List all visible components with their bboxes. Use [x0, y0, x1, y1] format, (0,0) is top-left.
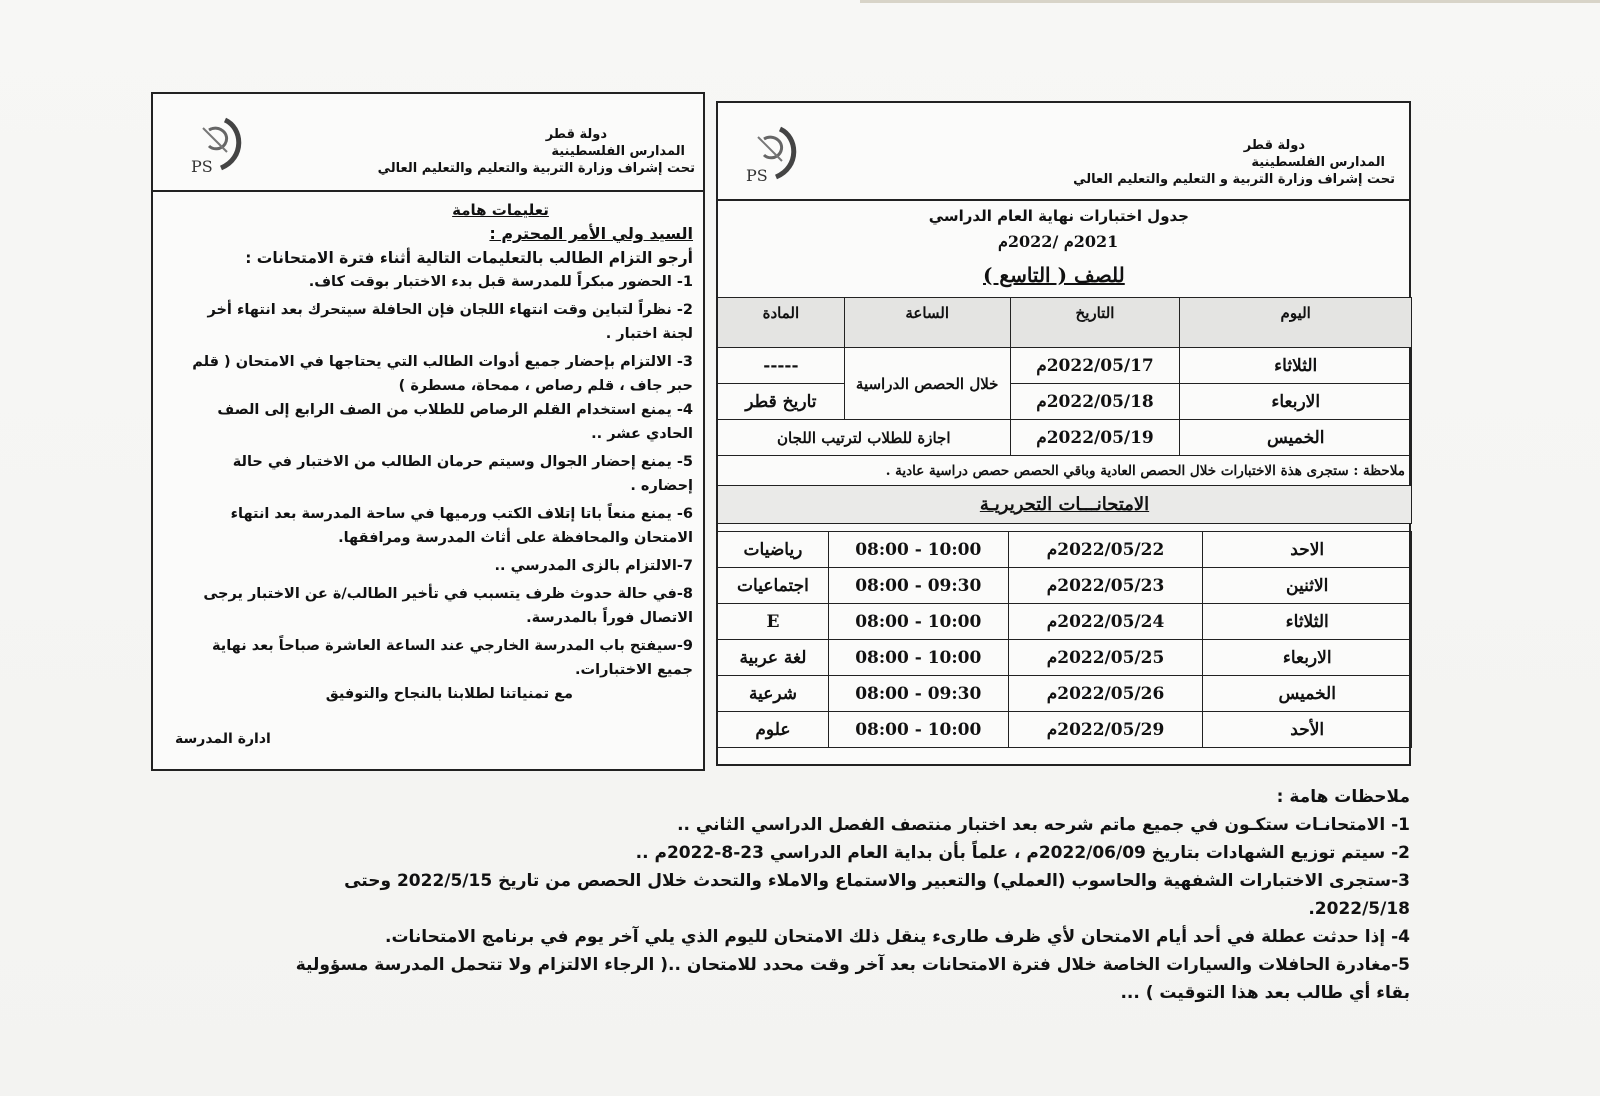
subject-cell: -----	[718, 348, 845, 384]
table-header-row	[718, 298, 1412, 348]
subject-cell: تاريخ قطر	[718, 384, 845, 420]
supervision-text: تحت إشراف وزارة التربية و التعليم والتعليم العالي	[1073, 172, 1395, 187]
instruction-item: 5- يمنع إحضار الجوال وسيتم حرمان الطالب من الاختبار في حالة إحضاره .	[232, 454, 693, 494]
table-row	[718, 676, 1412, 712]
day-cell: الاحد	[1203, 532, 1412, 568]
time-cell: 08:00 - 10:00	[828, 640, 1008, 676]
subject-cell: رياضيات	[718, 532, 829, 568]
time-cell: خلال الحصص الدراسية	[844, 348, 1010, 420]
note-item: 1- الامتحانـات ستكـون في جميع ماتم شرحه بعد اختبار منتصف الفصل الدراسي الثاني ..	[677, 815, 1410, 835]
instruction-item: 1- الحضور مبكراً للمدرسة قبل بدء الاختبار بوقت كاف.	[308, 274, 693, 290]
col-subject-header: المادة	[718, 298, 845, 348]
time-cell: 08:00 - 09:30	[828, 676, 1008, 712]
col-day-header: اليوم	[1180, 298, 1412, 348]
time-cell: 08:00 - 09:30	[828, 568, 1008, 604]
note-cell: ملاحظة : ستجرى هذة الاختبارات خلال الحصص العادية وباقي الحصص حصص دراسية عادية .	[718, 456, 1412, 486]
closing-line: مع تمنياتنا لطلابنا بالنجاح والتوفيق	[325, 686, 573, 702]
supervision-text: تحت إشراف وزارة التربية والتعليم والتعليم العالي	[377, 161, 695, 176]
header-divider	[718, 199, 1409, 201]
table-row	[718, 640, 1412, 676]
salutation: السيد ولي الأمر المحترم :	[489, 224, 693, 243]
table-row	[718, 420, 1412, 456]
written-schedule-table	[717, 531, 1412, 748]
day-cell: الخميس	[1203, 676, 1412, 712]
date-cell: 2022/05/19م	[1010, 420, 1180, 456]
date-cell: 2022/05/26م	[1008, 676, 1203, 712]
instruction-item: 2- نظراً لتباين وقت انتهاء اللجان فإن الحافلة سيتحرك بعد انتهاء أخر لجنة اختبار .	[207, 302, 693, 342]
left-header	[275, 126, 695, 177]
written-title: الامتحانـــات التحريريـة	[718, 486, 1412, 524]
table-row	[718, 532, 1412, 568]
school-name: المدارس الفلسطينية	[551, 144, 685, 159]
time-cell: 08:00 - 10:00	[828, 604, 1008, 640]
country-name: دولة قطر	[545, 127, 607, 142]
subject-cell: اجتماعيات	[718, 568, 829, 604]
day-cell: الاربعاء	[1203, 640, 1412, 676]
instruction-item: 6- يمنع منعاً باتا إتلاف الكتب ورميها في ساحة المدرسة بعد انتهاء الامتحان والمحافظة على أثاث المدرسة ومرافقها.	[230, 506, 693, 546]
schedule-box	[716, 101, 1411, 766]
note-item: 4- إذا حدثت عطلة في أحد أيام الامتحان لأي ظرف طارىء ينقل ذلك الامتحان لليوم الذي يلي آخر يوم في برنامج الامتحانات.	[384, 927, 1410, 947]
school-logo-icon	[740, 123, 802, 185]
instruction-item: 4- يمنع استخدام القلم الرصاص للطلاب من الصف الرابع إلى الصف الحادي عشر ..	[217, 402, 693, 442]
subject-cell: E	[718, 604, 829, 640]
instructions-intro: أرجو التزام الطالب بالتعليمات التالية أثناء فترة الامتحانات :	[245, 249, 693, 267]
holiday-cell: اجازة للطلاب لترتيب اللجان	[718, 420, 1011, 456]
subject-cell: لغة عربية	[718, 640, 829, 676]
day-cell: الخميس	[1180, 420, 1412, 456]
day-cell: الثلاثاء	[1180, 348, 1412, 384]
instruction-item: 8-في حالة حدوث ظرف يتسبب في تأخير الطالب/ة عن الاختبار يرجى الاتصال فوراً بالمدرسة.	[203, 586, 693, 626]
grade-label: للصف ( التاسع )	[983, 263, 1125, 287]
date-cell: 2022/05/23م	[1008, 568, 1203, 604]
col-date-header: التاريخ	[1010, 298, 1180, 348]
signature: ادارة المدرسة	[175, 731, 271, 747]
note-row	[718, 456, 1412, 486]
instruction-item: 7-الالتزام بالزى المدرسي ..	[494, 558, 693, 574]
school-logo-icon	[185, 114, 247, 176]
oral-schedule-table	[717, 297, 1412, 524]
note-item: 2- سيتم توزيع الشهادات بتاريخ 2022/06/09م ، علماً بأن بداية العام الدراسي 23-8-2022م ..	[635, 843, 1410, 863]
day-cell: الاربعاء	[1180, 384, 1412, 420]
schedule-title: جدول اختبارات نهاية العام الدراسي	[928, 207, 1189, 225]
instruction-item: 3- الالتزام بإحضار جميع أدوات الطالب التي يحتاجها في الامتحان ( قلم حبر جاف ، قلم رصاص ، ممحاة، مسطرة )	[192, 354, 693, 394]
date-cell: 2022/05/24م	[1008, 604, 1203, 640]
subject-cell: علوم	[718, 712, 829, 748]
table-row	[718, 604, 1412, 640]
notes-title: ملاحظات هامة :	[1276, 787, 1410, 807]
note-item: 3-ستجرى الاختبارات الشفهية والحاسوب (العملي) والتعبير والاستماع والاملاء والتحدث خلال الحصص من تاريخ 2022/5/15 وحتى 2022/5/18.	[344, 871, 1410, 919]
school-name: المدارس الفلسطينية	[1251, 155, 1385, 170]
day-cell: الأحد	[1203, 712, 1412, 748]
note-item: 5-مغادرة الحافلات والسيارات الخاصة خلال فترة الامتحانات بعد آخر وقت محدد للامتحان ..( الرجاء الالتزام ولا تتحمل المدرسة مسؤولية بقاء أي طالب بعد هذا التوقيت ) ...	[295, 955, 1410, 1003]
time-cell: 08:00 - 10:00	[828, 712, 1008, 748]
instructions-body	[188, 198, 693, 706]
table-row	[718, 568, 1412, 604]
col-time-header: الساعة	[844, 298, 1010, 348]
table-row	[718, 384, 1412, 420]
date-cell: 2022/05/22م	[1008, 532, 1203, 568]
subject-cell: شرعية	[718, 676, 829, 712]
day-cell: الاثنين	[1203, 568, 1412, 604]
time-cell: 08:00 - 10:00	[828, 532, 1008, 568]
instruction-item: 9-سيفتح باب المدرسة الخارجي عند الساعة العاشرة صباحاً بعد نهاية جميع الاختبارات.	[211, 638, 693, 678]
date-cell: 2022/05/25م	[1008, 640, 1203, 676]
date-cell: 2022/05/18م	[1010, 384, 1180, 420]
svg-text:PS: PS	[746, 166, 768, 185]
table-row	[718, 348, 1412, 384]
right-header	[965, 137, 1395, 188]
date-cell: 2022/05/29م	[1008, 712, 1203, 748]
date-cell: 2022/05/17م	[1010, 348, 1180, 384]
instructions-box	[151, 92, 705, 771]
written-title-row	[718, 486, 1412, 524]
header-divider	[153, 190, 703, 192]
country-name: دولة قطر	[1243, 138, 1305, 153]
table-row	[718, 712, 1412, 748]
paper-edge	[860, 0, 1600, 3]
day-cell: الثلاثاء	[1203, 604, 1412, 640]
svg-text:PS: PS	[191, 157, 213, 176]
instructions-title: تعليمات هامة	[452, 201, 549, 219]
schedule-year: 2021م /2022م	[998, 232, 1119, 251]
important-notes	[280, 783, 1410, 1007]
